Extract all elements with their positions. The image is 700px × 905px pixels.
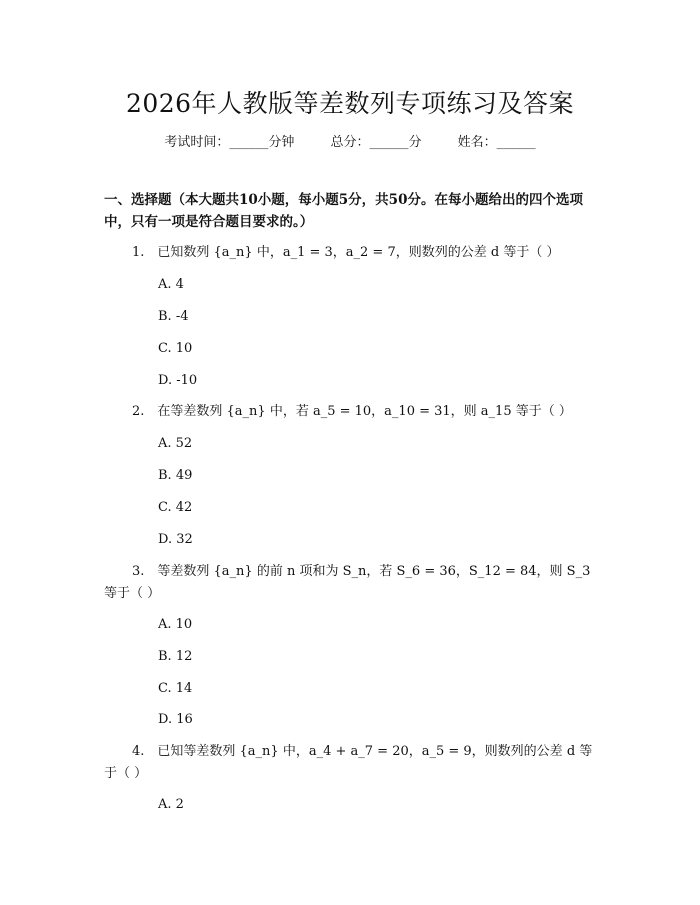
question-1-option-a: A. 4 xyxy=(158,277,184,292)
question-3: 3. 等差数列 {a_n} 的前 n 项和为 S_n，若 S_6 = 36，S_12 = 84，则 S_3 等于（ ） xyxy=(104,564,591,601)
question-4-option-a: A. 2 xyxy=(158,797,184,812)
question-3-option-a: A. 10 xyxy=(158,617,193,632)
question-2-option-a: A. 52 xyxy=(158,436,193,451)
question-1-option-c: C. 10 xyxy=(158,341,193,356)
student-name-field: 姓名：______ xyxy=(457,135,536,150)
question-2-option-d: D. 32 xyxy=(158,532,193,547)
document-title: 2026年人教版等差数列专项练习及答案 xyxy=(125,89,575,118)
exam-time-field: 考试时间：______分钟 xyxy=(164,135,295,150)
question-3-option-b: B. 12 xyxy=(158,649,193,664)
question-3-option-c: C. 14 xyxy=(158,681,193,696)
question-4: 4. 已知等差数列 {a_n} 中，a_4 + a_7 = 20，a_5 = 9，则数列的公差 d 等于（ ） xyxy=(104,744,593,781)
question-1-option-b: B. -4 xyxy=(158,309,189,324)
question-3-option-d: D. 16 xyxy=(158,712,193,727)
question-2-option-b: B. 49 xyxy=(158,468,193,483)
question-1-option-d: D. -10 xyxy=(158,373,198,388)
total-score-field: 总分：______分 xyxy=(330,135,422,150)
question-2-option-c: C. 42 xyxy=(158,500,193,515)
section-heading: 一、选择题（本大题共10小题，每小题5分，共50分。在每小题给出的四个选项中，只有一项是符合题目要求的。） xyxy=(104,192,583,230)
exam-info-line xyxy=(0,131,700,150)
question-1: 1. 已知数列 {a_n} 中，a_1 = 3，a_2 = 7，则数列的公差 d 等于（ ） xyxy=(132,245,560,260)
question-2: 2. 在等差数列 {a_n} 中，若 a_5 = 10，a_10 = 31，则 a_15 等于（ ） xyxy=(132,404,572,419)
